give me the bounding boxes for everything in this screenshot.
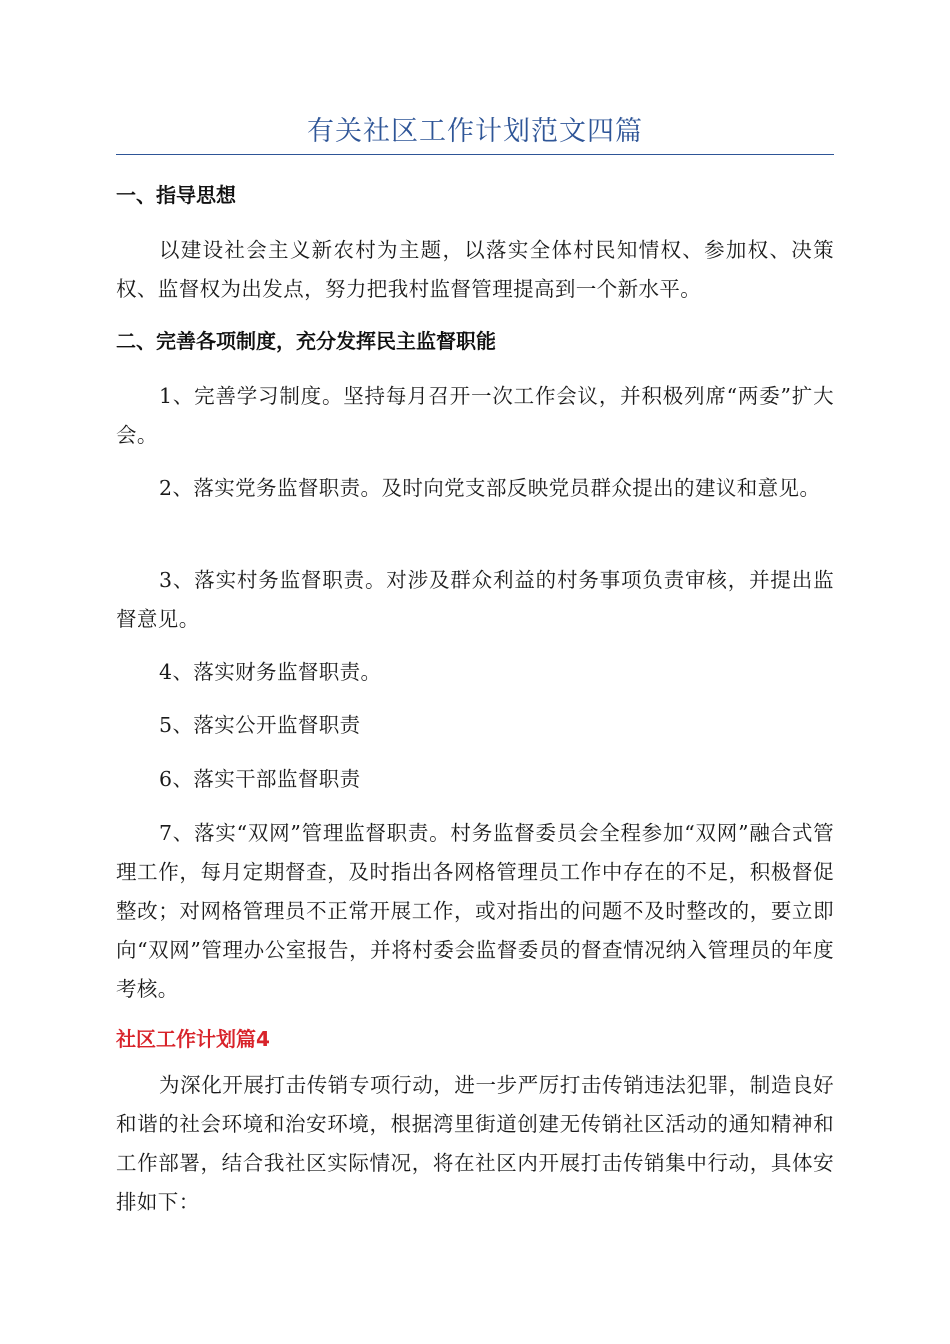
list-item-1: 1、完善学习制度。坚持每月召开一次工作会议，并积极列席“两委”扩大会。	[116, 384, 834, 447]
list-item-2: 2、落实党务监督职责。及时向党支部反映党员群众提出的建议和意见。	[159, 476, 821, 500]
list-item-6: 6、落实干部监督职责	[159, 767, 361, 791]
document-title: 有关社区工作计划范文四篇	[307, 116, 643, 147]
section-heading-plan4: 社区工作计划篇4	[116, 1027, 270, 1051]
list-item-4: 4、落实财务监督职责。	[159, 660, 382, 684]
list-item-7: 7、落实“双网”管理监督职责。村务监督委员会全程参加“双网”融合式管理工作，每月定期督查，及时指出各网格管理员工作中存在的不足，积极督促整改；对网格管理员不正常开展工作，或对指出的问题不及时整改的，要立即向“双网”管理办公室报告，并将村委会监督委员的督查情况纳入管理员的年度考核。	[116, 821, 834, 1001]
title-underline	[116, 154, 834, 155]
section-heading-guiding: 一、指导思想	[116, 183, 236, 207]
section-heading-system: 二、完善各项制度，充分发挥民主监督职能	[116, 329, 496, 353]
list-item-3: 3、落实村务监督职责。对涉及群众利益的村务事项负责审核，并提出监督意见。	[116, 568, 834, 631]
list-item-5: 5、落实公开监督职责	[159, 713, 361, 737]
paragraph-plan4: 为深化开展打击传销专项行动，进一步严厉打击传销违法犯罪，制造良好和谐的社会环境和治安环境，根据湾里街道创建无传销社区活动的通知精神和工作部署，结合我社区实际情况，将在社区内开展打击传销集中行动，具体安排如下：	[116, 1073, 834, 1214]
paragraph-guiding: 以建设社会主义新农村为主题，以落实全体村民知情权、参加权、决策权、监督权为出发点，努力把我村监督管理提高到一个新水平。	[116, 238, 834, 301]
